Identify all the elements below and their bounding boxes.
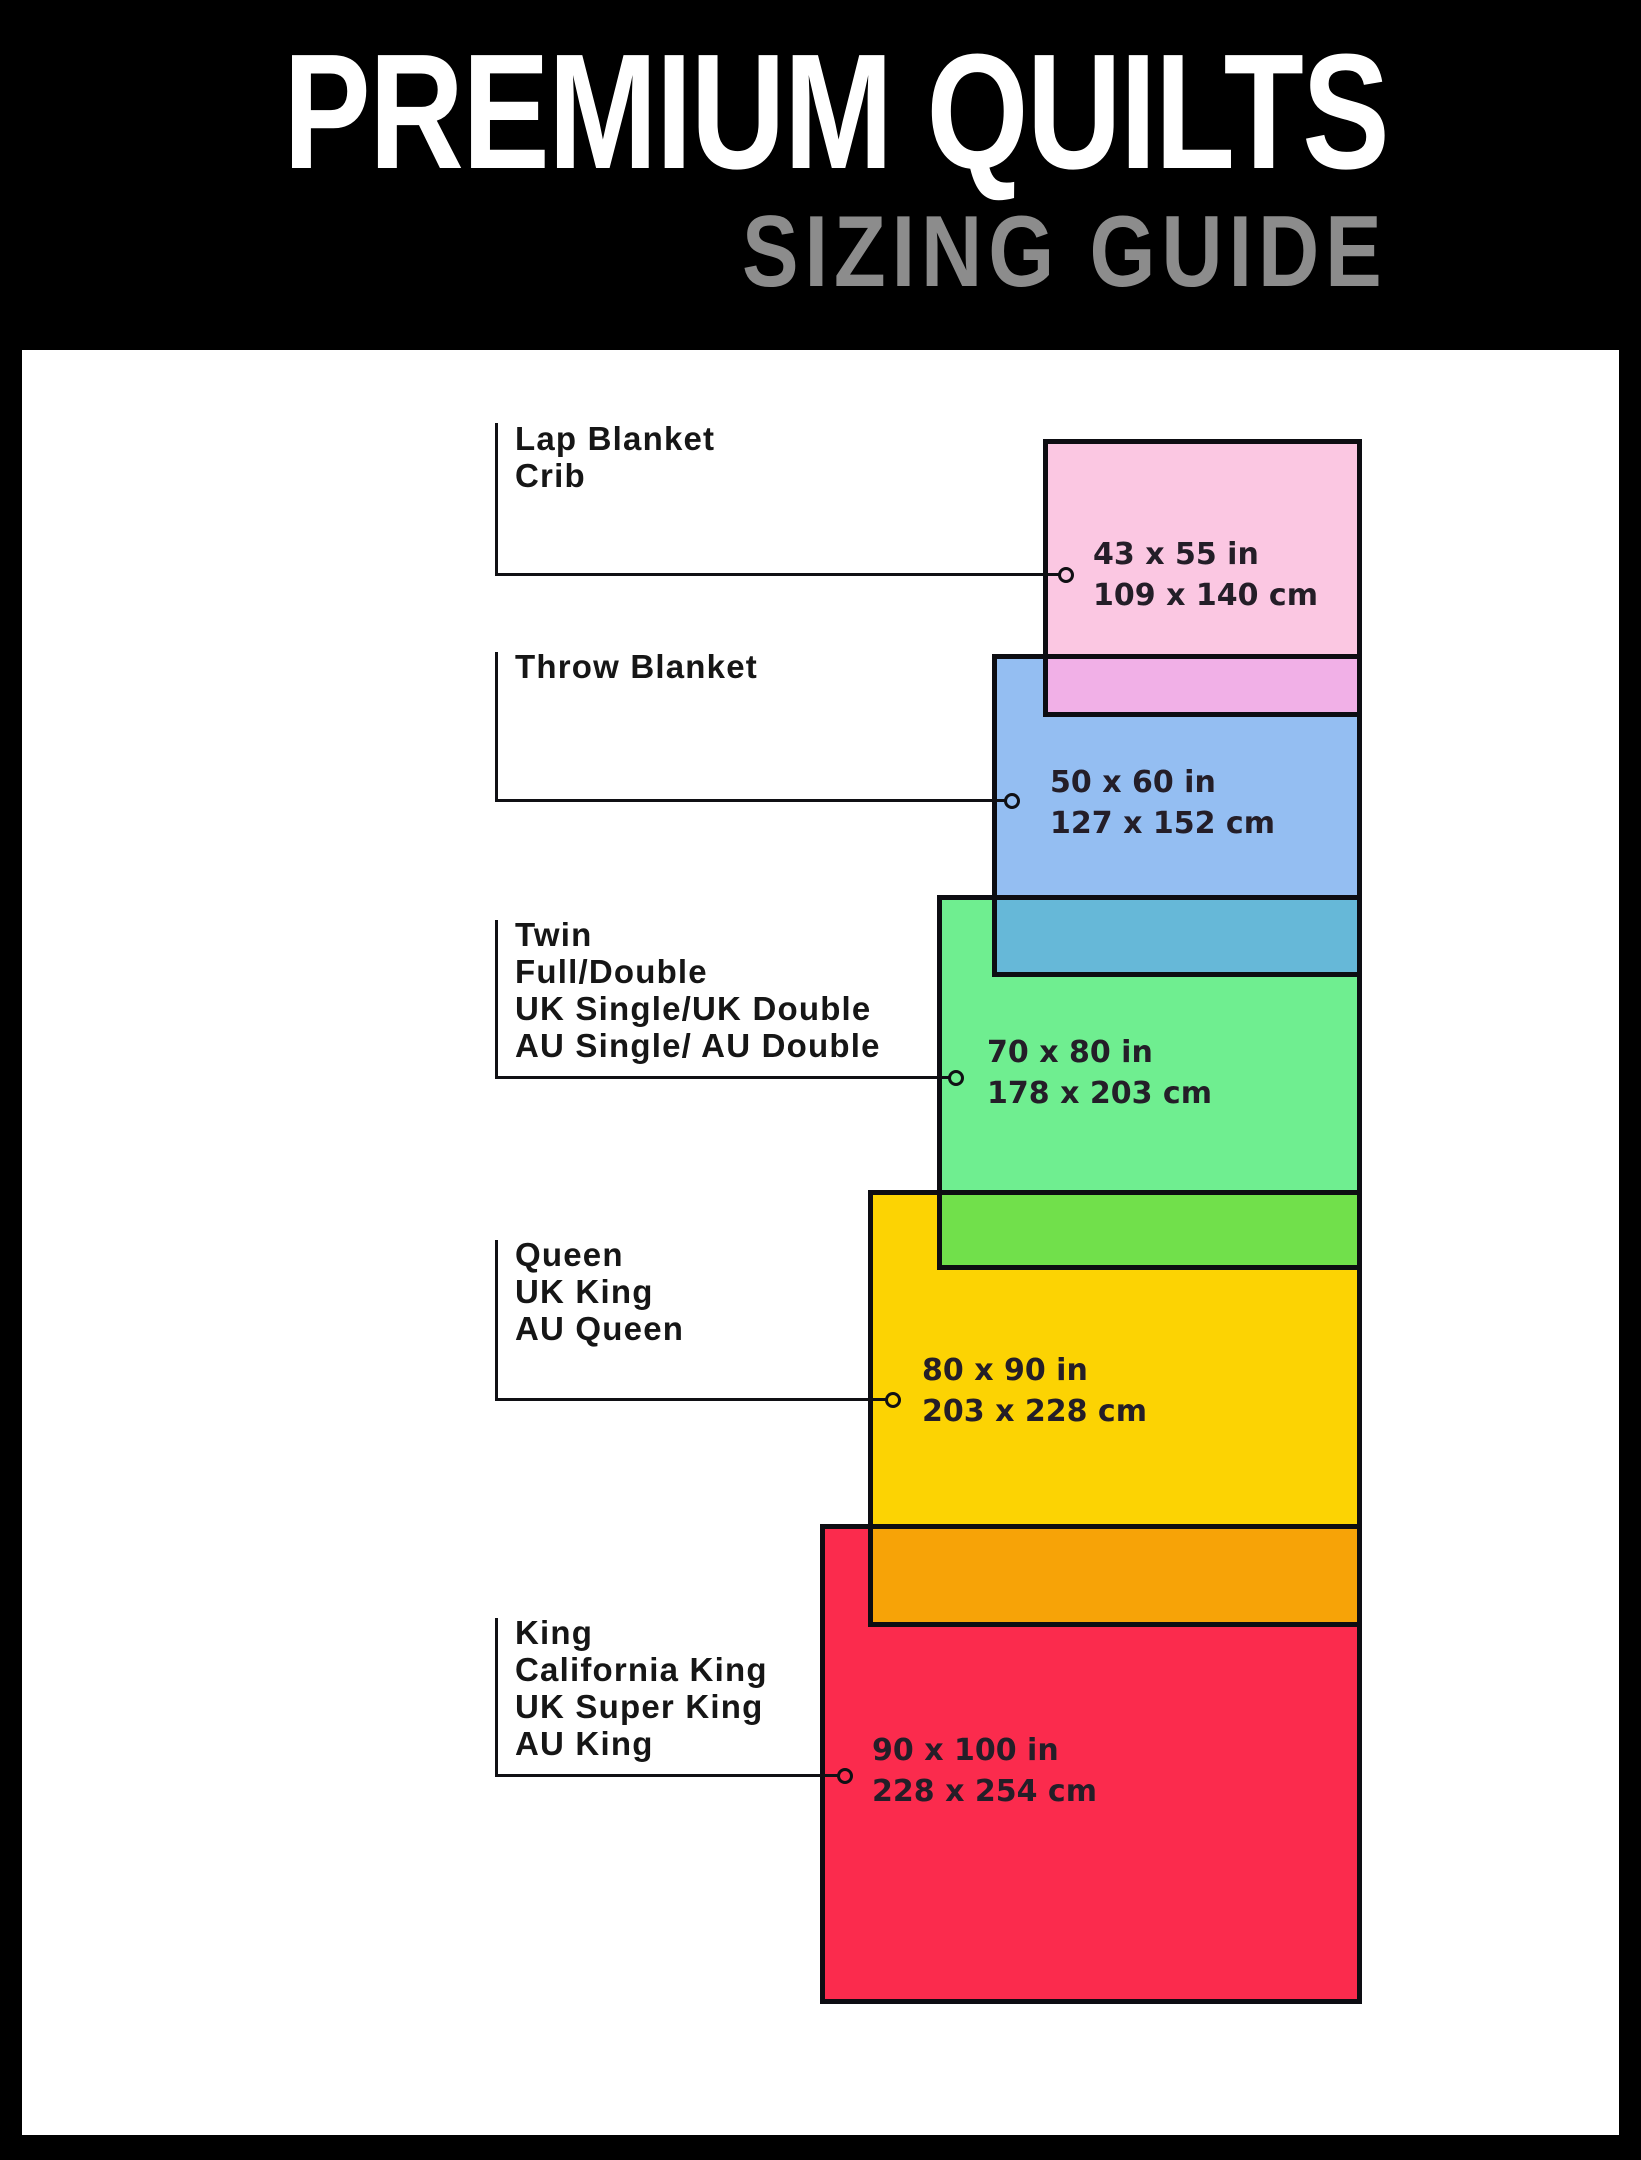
size-label-line: Lap Blanket (515, 420, 716, 457)
connector-horizontal-2 (495, 1076, 949, 1079)
header (7, 20, 1388, 309)
connector-vertical-3 (495, 1240, 498, 1400)
page-subtitle: SIZING GUIDE (742, 196, 1388, 309)
page-title: PREMIUM QUILTS (283, 20, 1388, 203)
connector-horizontal-4 (495, 1774, 838, 1777)
size-label-line: UK Single/UK Double (515, 990, 872, 1027)
size-label-line: California King (515, 1651, 768, 1688)
size-label-1 (515, 648, 758, 685)
dimension-centimeters: 203 x 228 cm (922, 1394, 1147, 1429)
size-label-line: AU King (515, 1725, 654, 1762)
dimension-text-1 (1050, 762, 1275, 844)
size-label-line: Queen (515, 1236, 624, 1273)
size-label-line: Twin (515, 916, 593, 953)
size-label-line: UK King (515, 1273, 654, 1310)
connector-endpoint-circle-1 (1004, 793, 1020, 809)
connector-endpoint-circle-2 (948, 1070, 964, 1086)
size-label-line: Throw Blanket (515, 648, 758, 685)
size-label-line: Crib (515, 457, 586, 494)
size-label-line: King (515, 1614, 594, 1651)
connector-endpoint-circle-3 (885, 1392, 901, 1408)
dimension-inches: 43 x 55 in (1093, 537, 1259, 572)
size-label-line: AU Single/ AU Double (515, 1027, 881, 1064)
connector-vertical-4 (495, 1618, 498, 1776)
size-label-3 (515, 1236, 684, 1347)
connector-horizontal-0 (495, 573, 1059, 576)
size-label-line: UK Super King (515, 1688, 764, 1725)
dimension-text-3 (922, 1350, 1147, 1432)
connector-vertical-1 (495, 652, 498, 801)
dimension-text-2 (987, 1032, 1212, 1114)
dimension-text-4 (872, 1730, 1097, 1812)
dimension-inches: 70 x 80 in (987, 1035, 1153, 1070)
connector-endpoint-circle-0 (1058, 567, 1074, 583)
dimension-centimeters: 109 x 140 cm (1093, 578, 1318, 613)
size-label-line: AU Queen (515, 1310, 685, 1347)
connector-horizontal-1 (495, 799, 1005, 802)
dimension-text-0 (1093, 534, 1318, 616)
dimension-inches: 50 x 60 in (1050, 765, 1216, 800)
size-label-2 (515, 916, 881, 1064)
dimension-centimeters: 228 x 254 cm (872, 1774, 1097, 1809)
size-label-4 (515, 1614, 768, 1762)
connector-horizontal-3 (495, 1398, 886, 1401)
connector-vertical-2 (495, 920, 498, 1078)
dimension-inches: 80 x 90 in (922, 1353, 1088, 1388)
connector-vertical-0 (495, 423, 498, 576)
size-label-line: Full/Double (515, 953, 708, 990)
size-label-0 (515, 420, 715, 494)
dimension-centimeters: 178 x 203 cm (987, 1076, 1212, 1111)
connector-endpoint-circle-4 (837, 1768, 853, 1784)
dimension-inches: 90 x 100 in (872, 1733, 1059, 1768)
dimension-centimeters: 127 x 152 cm (1050, 806, 1275, 841)
